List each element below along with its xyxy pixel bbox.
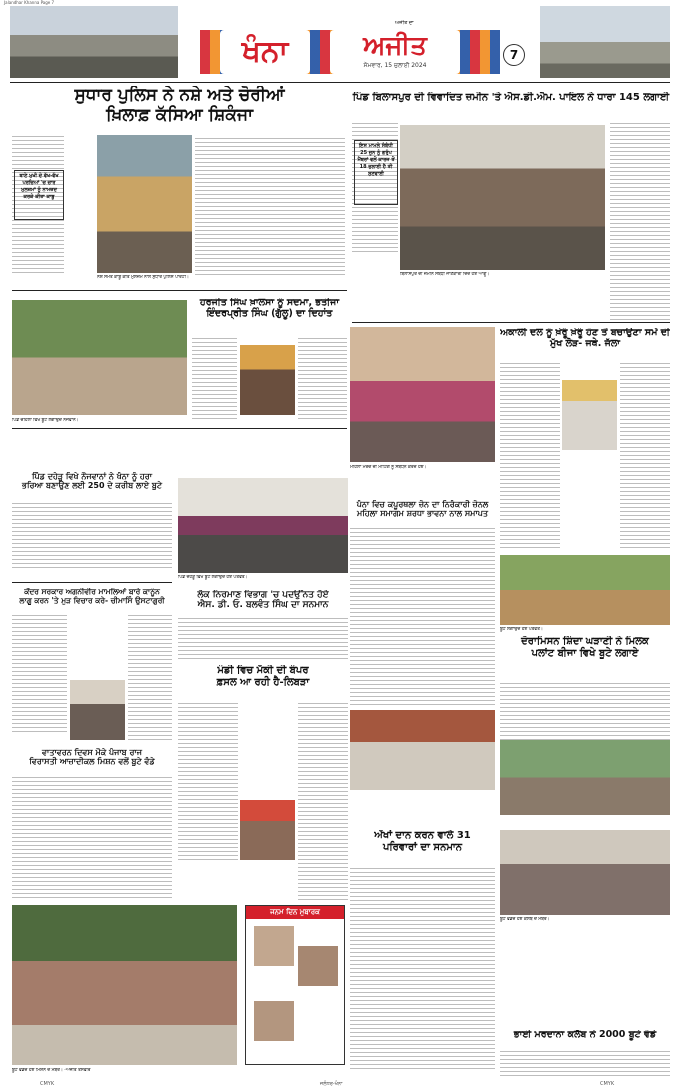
birthday-box: [245, 905, 345, 1065]
story2-caption: ਬਿਲਾਸਪੁਰ ਦੀ ਜ਼ਮੀਨ ਸਬੰਧੀ ਜਾਣਕਾਰੀ ਦਿੰਦੇ ਹੋਏ ਆਗੂ।: [400, 272, 490, 277]
story4-text-col1: [500, 360, 560, 550]
story1-headline-l2: ਖ਼ਿਲਾਫ਼ ਕੱਸਿਆ ਸ਼ਿਕੰਜਾ: [106, 104, 253, 125]
story11-caption: ਬੂਟੇ ਵੰਡਦੇ ਹੋਏ ਮਿਸ਼ਨ ਦੇ ਮੈਂਬਰ। -ਅਜੀਤ ਤਸਵੀਰ: [12, 1068, 91, 1073]
masthead-banner: [200, 30, 500, 74]
story13-caption: ਬੂਟੇ ਵੰਡਦੇ ਹੋਏ ਕਲੱਬ ਦੇ ਮੈਂਬਰ।: [500, 917, 550, 922]
story4-portrait: [562, 380, 617, 450]
story13-headline: ਭਾਈ ਮਰਦਾਨਾ ਕਲੱਬ ਨੇ 2000 ਬੂਟੇ ਵੰਡੇ: [513, 1030, 657, 1040]
story13-text: [500, 1048, 670, 1078]
story12-headline-l1: ਅੱਖਾਂ ਦਾਨ ਕਰਨ ਵਾਲੇ 31: [374, 830, 471, 841]
rule-s2: [352, 322, 670, 323]
top-strip: [0, 0, 677, 5]
story7-headline-l2: ਲਾਗੂ ਕਰਨ 'ਤੇ ਮੁੜ ਵਿਚਾਰ ਕਰੇ- ਚੀਮਾਸਿੰ ਉਸਟਾਗੁਰੀ: [19, 595, 165, 605]
story7-text-col1: [12, 612, 67, 732]
story12-headline-l2: ਪਰਿਵਾਰਾਂ ਦਾ ਸਨਮਾਨ: [382, 841, 463, 853]
story5-text: [12, 500, 172, 570]
story7-headline: [12, 588, 172, 605]
story1-caption: ਨਸ਼ੇ ਸਮੇਤ ਕਾਬੂ ਕੀਤੇ ਮੁਲਜ਼ਮ ਨਾਲ ਸੁਧਾਰ ਪੁਲਿਸ ਪਾਰਟੀ।: [97, 275, 189, 280]
story12-headline: [350, 830, 495, 853]
story11-headline: [12, 748, 172, 766]
masthead-paper: ਅਜੀਤ: [363, 31, 427, 61]
story10-text-col2: [298, 700, 348, 900]
story3-text-col1: [192, 335, 237, 420]
rule-s3: [12, 428, 347, 429]
story9-photo-bottom: [500, 740, 670, 815]
story4-text-col2: [620, 360, 670, 550]
masthead-date: ਸੋਮਵਾਰ, 15 ਜੁਲਾਈ 2024: [363, 62, 427, 69]
story6-headline-l1: ਪੰਨਾ ਵਿਚ ਕਪੂਰਥਲਾ ਜ਼ੋਨ ਦਾ ਨਿਰੰਕਾਰੀ ਜ਼ੋਨਲ: [356, 500, 489, 509]
story10-headline-l2: ਫ਼ਸਲ ਆ ਰਹੀ ਹੈ-ਲਿਬੜਾ: [216, 676, 310, 688]
story2-pullquote: ਇਸ ਮਾਮਲੇ ਸੰਬੰਧੀ 25 ਜੂਨ ਨੂੰ ਗਰੁੱਪ ਮੈਂਬਰਾਂ ਵਲੋਂ ਕਾਰਜ ਤੋਂ 18 ਜੁਲਾਈ ਹੈ ਤੀ ਸੁਣਵਾਈ: [354, 140, 398, 205]
story9-headline-l2: ਪਲਾਂਟ ਬੀਜਾ ਵਿਖੇ ਬੂਟੇ ਲਗਾਏ: [531, 647, 639, 659]
story4-photo: [350, 327, 495, 462]
footer: [0, 1080, 677, 1089]
story8-headline-l2: ਐਸ. ਡੀ. ਓ. ਬਲਵੰਤ ਸਿੰਘ ਦਾ ਸਨਮਾਨ: [197, 600, 329, 611]
story6-headline: [350, 500, 495, 518]
story1-pullquote: ਥਾਣੇ ਮੁਖੀ ਦੇ ਵੱਖ-ਵੱਖ ਪਰਚਿਆਂ 'ਚ ਚਾਰ ਮੁਲਜ਼ਮਾਂ ਨੂੰ ਨਾਮਜ਼ਦ ਕਰਕੇ ਕੀਤਾ ਕਾਬੂ: [14, 170, 64, 220]
story11-headline-l1: ਵਾਤਾਵਰਨ ਦਿਵਸ ਮੌਕੇ ਪੰਜਾਬ ਰਾਜ: [42, 748, 142, 757]
masthead-label: ਅਜੀਤ ਦਾ: [395, 20, 414, 26]
story10-portrait: [240, 800, 295, 860]
story5-headline-l2: ਭਰਿਆ ਬਣਾਉਣ ਲਈ 250 ਦੇ ਕਰੀਬ ਲਾਏ ਬੂਟੇ: [22, 481, 162, 491]
story9-text: [500, 680, 670, 740]
footer-center: ਜਲੰਧਰ-ਖੰਨਾ: [320, 1081, 343, 1087]
story5-headline: [12, 472, 172, 490]
story5-headline-l1: ਪਿੰਡ ਦਹੇੜੂ ਵਿਖੇ ਨੌਜਵਾਨਾਂ ਨੇ ਖੰਨਾ ਨੂੰ ਹਰਾ: [31, 472, 153, 481]
footer-left: CMYK: [40, 1081, 55, 1087]
story9-photo-top: [500, 555, 670, 625]
birthday-photo-3: [254, 1001, 294, 1041]
masthead-rule: [10, 82, 670, 83]
story4-caption: ਮਹਿਲਾ ਮੋਰਚੇ ਦੀ ਮੀਟਿੰਗ ਨੂੰ ਸੰਬੋਧਨ ਕਰਦੇ ਹੋਏ।: [350, 465, 427, 470]
story5-photo: [178, 478, 348, 573]
story1-photo: [97, 135, 192, 273]
story5-caption: ਪਿੰਡ ਦਹੇੜੂ ਵਿਖੇ ਬੂਟੇ ਲਗਾਉਂਦੇ ਹੋਏ ਪਤਵੰਤੇ।: [178, 575, 248, 580]
birthday-title: ਜਨਮ ਦਿਨ ਮੁਬਾਰਕ: [246, 906, 344, 919]
story9-caption-top: ਬੂਟੇ ਲਗਾਉਂਦੇ ਹੋਏ ਪਤਵੰਤੇ।: [500, 627, 543, 632]
top-strip-text: Jalandhar Khanna Page 7: [4, 0, 55, 5]
city-block: [220, 30, 310, 74]
birthday-photo-2: [298, 946, 338, 986]
story3-headline: [192, 298, 347, 320]
story3-text-col2: [298, 335, 347, 420]
story10-text-col1: [178, 700, 238, 860]
masthead-photo-left: [10, 6, 178, 78]
story3-photo-left: [12, 300, 187, 415]
story1-headline: [12, 86, 347, 125]
story7-text-col2: [128, 612, 172, 742]
story12-text: [350, 865, 495, 1070]
story12-photo: [350, 710, 495, 790]
story11-photo: [12, 905, 237, 1065]
story2-photo: [400, 125, 605, 270]
story2-headline: ਪਿੰਡ ਬਿਲਾਸਪੁਰ ਦੀ ਵਿਵਾਦਿਤ ਜ਼ਮੀਨ 'ਤੇ ਐਸ.ਡੀ.ਐਮ. ਪਾਇਲ ਨੇ ਧਾਰਾ 145 ਲਗਾਈ: [352, 92, 670, 103]
story10-headline-l1: ਮੰਡੀ ਵਿਚ ਮੱਕੀ ਦੀ ਬੰਪਰ: [217, 665, 309, 676]
masthead-city: ਖੰਨਾ: [241, 34, 289, 69]
page-number: 7: [503, 44, 525, 66]
birthday-photo-1: [254, 926, 294, 966]
story7-portrait: [70, 680, 125, 740]
story8-headline: [178, 590, 348, 611]
story9-headline: [500, 636, 670, 659]
story2-text-col2: [610, 120, 670, 320]
rule-s5: [12, 582, 172, 583]
story3-portrait: [240, 345, 295, 415]
story3-headline-l2: ਇੰਦਰਪ੍ਰੀਤ ਸਿੰਘ (ਗੁੱਲੂ) ਦਾ ਦਿਹਾਂਤ: [206, 307, 333, 319]
story1-headline-l1: ਸੁਧਾਰ ਪੁਲਿਸ ਨੇ ਨਸ਼ੇ ਅਤੇ ਚੋਰੀਆਂ: [74, 86, 285, 105]
story1-text-col2: [195, 135, 345, 275]
story8-text: [178, 615, 348, 660]
story11-headline-l2: ਵਿਰਾਸਤੀ ਆਜ਼ਾਦੀਕਲ ਮਿਸ਼ਨ ਵਲੋਂ ਬੂਟੇ ਵੰਡੇ: [29, 757, 155, 767]
story6-headline-l2: ਮਹਿਲਾ ਸਮਾਗਮ ਸ਼ਰਧਾ ਭਾਵਨਾ ਨਾਲ ਸਮਾਪਤ: [356, 509, 489, 519]
masthead-photo-right: [540, 6, 670, 78]
story6-text: [350, 525, 495, 705]
rule-s1: [12, 290, 347, 291]
story13-photo: [500, 830, 670, 915]
footer-right: CMYK: [600, 1081, 615, 1087]
story4-headline: ਅਕਾਲੀ ਦਲ ਨੂੰ ਖ਼ੇਰੂੰ ਖ਼ੇਰੂੰ ਹੋਣ ਤੋਂ ਬਚਾਉਣਾ ਸਮੇਂ ਦੀ ਮੁੱਖ ਲੋੜ- ਜਥੇ. ਜੱਲਾ: [500, 328, 670, 349]
story10-headline: [178, 665, 348, 688]
story9-headline-l1: ਦੋਰਾਮਿਸਨ ਸ਼ਿੰਦਾ ਘੜਾਣੀ ਨੇ ਮਿਲਕ: [521, 636, 649, 647]
story11-text: [12, 774, 172, 899]
story7-headline-l1: ਕੇਂਦਰ ਸਰਕਾਰ ਅਗਨੀਵੀਰ ਮਾਮਲਿਆਂ ਬਾਰੇ ਕਾਨੂੰਨ: [24, 588, 160, 596]
story3-caption-left: ਪਿੰਡ ਚਹਿਲਾਂ ਵਿਖੇ ਬੂਟੇ ਲਗਾਉਂਦੇ ਨੌਜਵਾਨ।: [12, 418, 79, 423]
story8-headline-l1: ਲੋਕ ਨਿਰਮਾਣ ਵਿਭਾਗ 'ਚ ਪਦਉੱਨਤ ਹੋਏ: [197, 590, 329, 600]
paper-block: [330, 30, 460, 74]
story3-headline-l1: ਹਰਜੀਤ ਸਿੰਘ ਖ਼ਾਲਸਾ ਨੂੰ ਸਦਮਾ, ਭਤੀਜਾ: [199, 298, 340, 308]
masthead-label-row: [200, 20, 500, 30]
